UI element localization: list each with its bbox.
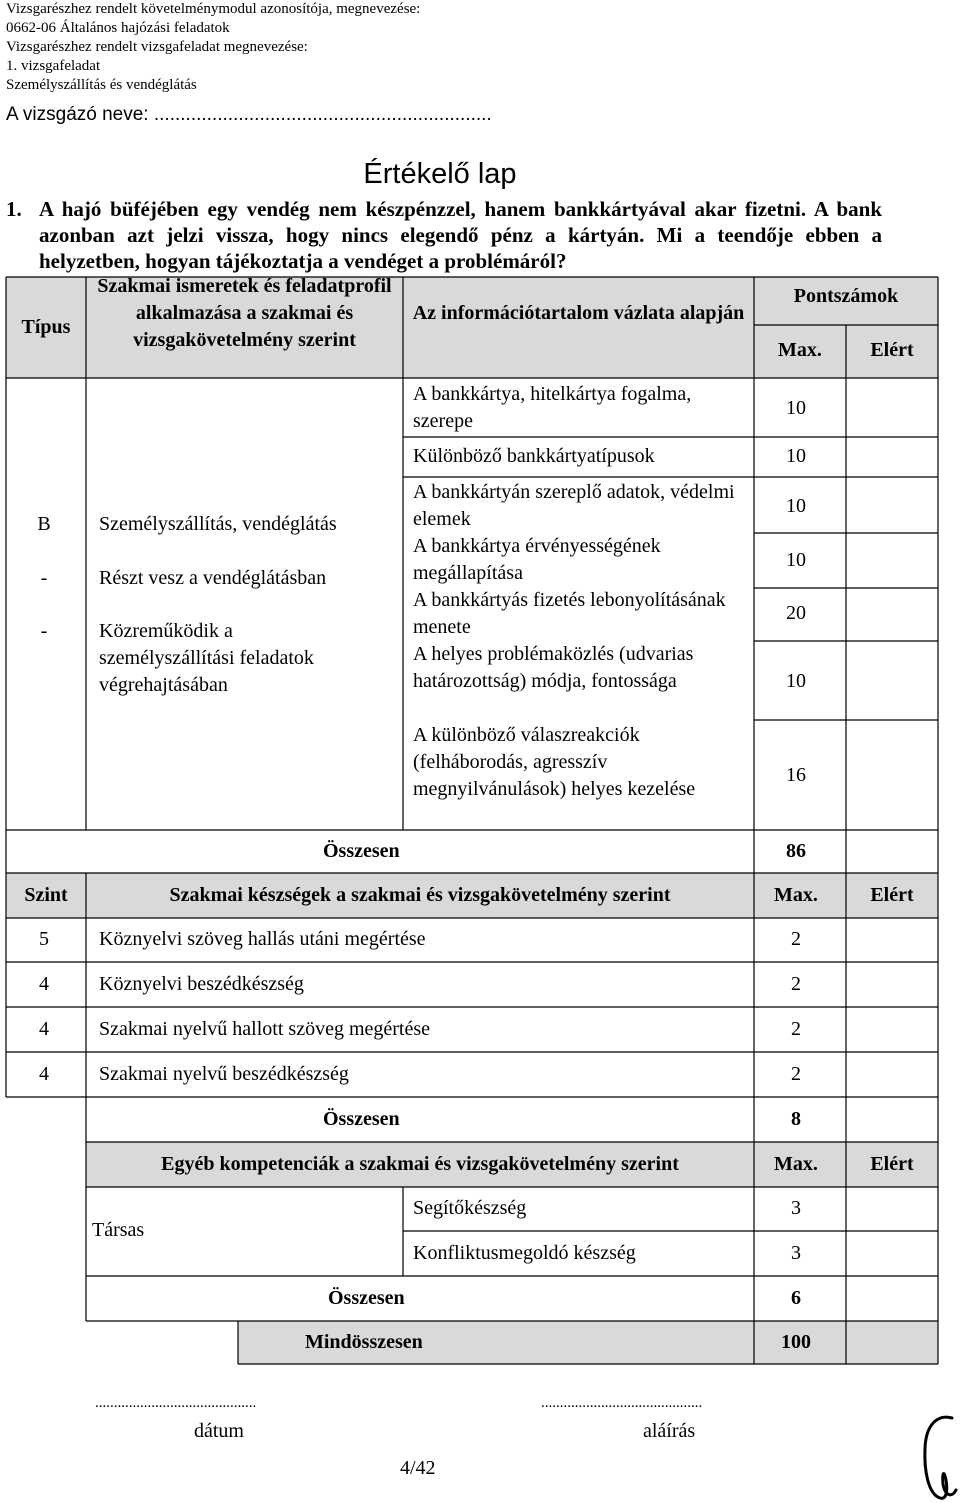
type-label: B bbox=[37, 513, 51, 535]
max-value: 3 bbox=[791, 1242, 801, 1264]
question-text: A hajó büféjében egy vendég nem készpénzzel, hanem bankkártyával akar fizetni. A bank azonban azt jelzi vissza, hogy nincs elegendő pénz a kártyán. Mi a teendője ebben a helyzetben, hogyan tájékoztatja a vendéget a problémáról? bbox=[39, 197, 882, 273]
signature-dots: ........................................... bbox=[541, 1395, 703, 1411]
col-header-max: Max. bbox=[778, 339, 822, 361]
skill-item: Szakmai nyelvű hallott szöveg megértése bbox=[99, 1018, 431, 1040]
max-value: 10 bbox=[786, 397, 806, 419]
total-label: Összesen bbox=[323, 840, 400, 862]
total-label: Összesen bbox=[328, 1287, 405, 1309]
col-header-pontszamok: Pontszámok bbox=[793, 285, 899, 307]
header-line-3: Vizsgarészhez rendelt vizsgafeladat megnevezése: bbox=[6, 39, 308, 55]
signature-label: aláírás bbox=[643, 1420, 696, 1442]
max-value: 2 bbox=[791, 1018, 801, 1040]
profile-item: Közreműködik a személyszállítási feladatok végrehajtásában bbox=[99, 620, 314, 696]
candidate-name-field: A vizsgázó neve: ................................................................ bbox=[6, 104, 492, 125]
total-value: 86 bbox=[786, 840, 806, 862]
max-value: 10 bbox=[786, 445, 806, 467]
info-item: A bankkártya érvényességének megállapítása bbox=[413, 535, 661, 584]
max-value: 2 bbox=[791, 928, 801, 950]
max-value: 20 bbox=[786, 602, 806, 624]
header-line-2: 0662-06 Általános hajózási feladatok bbox=[6, 20, 230, 36]
grand-total-label: Mindösszesen bbox=[305, 1331, 423, 1353]
col-header-elert: Elért bbox=[870, 884, 914, 906]
page-number: 4/42 bbox=[400, 1457, 436, 1479]
date-dots: ........................................... bbox=[95, 1395, 257, 1411]
total-label: Összesen bbox=[323, 1108, 400, 1130]
level-value: 4 bbox=[39, 1063, 49, 1085]
col-header-egyeb-kompetenciak: Egyéb kompetenciák a szakmai és vizsgakövetelmény szerint bbox=[161, 1153, 679, 1175]
col-header-informaciotartalom: Az információtartalom vázlata alapján bbox=[412, 302, 745, 324]
level-value: 5 bbox=[39, 928, 49, 950]
col-header-max: Max. bbox=[774, 1153, 818, 1175]
col-header-tipus: Típus bbox=[21, 316, 71, 338]
profile-item: Személyszállítás, vendéglátás bbox=[99, 513, 337, 535]
info-item: A bankkártyán szereplő adatok, védelmi elemek bbox=[413, 481, 735, 530]
profile-item: Részt vesz a vendéglátásban bbox=[99, 567, 327, 589]
col-header-max: Max. bbox=[774, 884, 818, 906]
type-label: - bbox=[40, 567, 48, 589]
competence-item: Segítőkészség bbox=[413, 1197, 527, 1219]
info-item: A különböző válaszreakciók (felháborodás, agresszív megnyilvánulások) helyes kezelése bbox=[413, 724, 696, 800]
type-label: - bbox=[40, 620, 48, 642]
col-header-szakmai-keszsegek: Szakmai készségek a szakmai és vizsgakövetelmény szerint bbox=[169, 884, 671, 906]
col-header-elert: Elért bbox=[870, 339, 914, 361]
date-label: dátum bbox=[194, 1420, 244, 1442]
competence-group: Társas bbox=[92, 1219, 145, 1241]
page-title: Értékelő lap bbox=[363, 158, 517, 190]
max-value: 16 bbox=[786, 764, 806, 786]
competence-item: Konfliktusmegoldó készség bbox=[413, 1242, 636, 1264]
grand-total-value: 100 bbox=[781, 1331, 811, 1353]
info-item: A bankkártya, hitelkártya fogalma, szerepe bbox=[413, 383, 692, 432]
max-value: 10 bbox=[786, 670, 806, 692]
skill-item: Köznyelvi beszédkészség bbox=[99, 973, 304, 995]
info-item: A helyes problémaközlés (udvarias határozottság) módja, fontossága bbox=[413, 643, 694, 692]
max-value: 2 bbox=[791, 973, 801, 995]
info-item: A bankkártyás fizetés lebonyolításának menete bbox=[413, 589, 726, 638]
header-line-1: Vizsgarészhez rendelt követelménymodul azonosítója, megnevezése: bbox=[6, 1, 421, 17]
max-value: 3 bbox=[791, 1197, 801, 1219]
max-value: 10 bbox=[786, 549, 806, 571]
level-value: 4 bbox=[39, 1018, 49, 1040]
col-header-szint: Szint bbox=[24, 884, 68, 906]
max-value: 2 bbox=[791, 1063, 801, 1085]
question-number: 1. bbox=[6, 197, 22, 221]
col-header-elert: Elért bbox=[870, 1153, 914, 1175]
total-value: 8 bbox=[791, 1108, 801, 1130]
header-line-4: 1. vizsgafeladat bbox=[6, 58, 101, 74]
total-value: 6 bbox=[791, 1287, 801, 1309]
header-line-5: Személyszállítás és vendéglátás bbox=[6, 77, 197, 93]
max-value: 10 bbox=[786, 495, 806, 517]
level-value: 4 bbox=[39, 973, 49, 995]
info-item: Különböző bankkártyatípusok bbox=[413, 445, 655, 467]
handwritten-initial bbox=[918, 1410, 960, 1502]
col-header-szakmai-ismeretek: Szakmai ismeretek és feladatprofil alkalmazása a szakmai és vizsgakövetelmény szerint bbox=[97, 275, 392, 351]
skill-item: Szakmai nyelvű beszédkészség bbox=[99, 1063, 349, 1085]
skill-item: Köznyelvi szöveg hallás utáni megértése bbox=[99, 928, 426, 950]
